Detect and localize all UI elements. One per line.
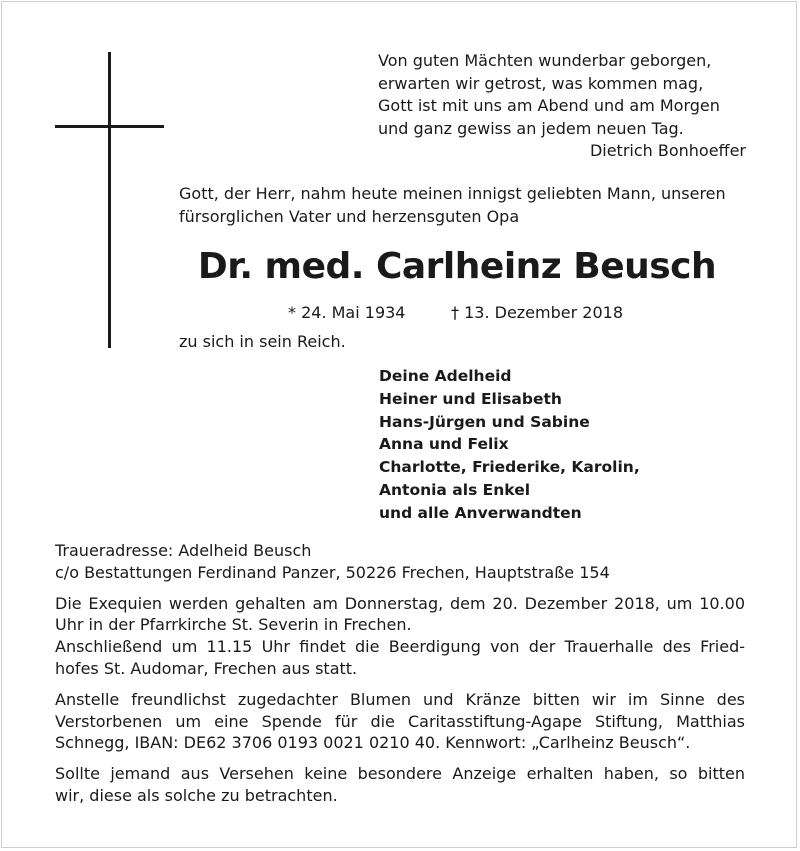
poem-line: Von guten Mächten wunderbar geborgen, (378, 51, 712, 70)
death-date: † 13. Dezember 2018 (451, 303, 623, 322)
poem-author: Dietrich Bonhoeffer (589, 141, 746, 160)
notice-line: wir, diese als solche zu betrachten. (55, 785, 338, 805)
family-member: Anna und Felix (379, 435, 509, 454)
intro-line: Gott, der Herr, nahm heute meinen innigst geliebten Mann, unseren (179, 184, 726, 203)
notice-info (55, 763, 745, 807)
family-member: Deine Adelheid (379, 367, 512, 385)
deceased-name: Dr. med. Carlheinz Beusch (197, 246, 717, 287)
address-line: Traueradresse: Adelheid Beusch (55, 541, 312, 560)
address-line: c/o Bestattungen Ferdinand Panzer, 50226 Frechen, Hauptstraße 154 (55, 562, 610, 582)
cross-icon-horizontal (55, 125, 164, 128)
notice-line: Sollte jemand aus Versehen keine besondere Anzeige erhalten haben, so bitten (55, 764, 745, 784)
family-list (379, 365, 640, 525)
donation-line: Verstorbenen um eine Spende für die Caritasstiftung-Agape Stiftung, Matthias (55, 711, 745, 731)
family-member: Antonia als Enkel (379, 480, 531, 499)
poem-line: erwarten wir getrost, was kommen mag, (378, 73, 704, 93)
service-line: Anschließend um 11.15 Uhr findet die Beerdigung von der Trauerhalle des Fried- (55, 637, 745, 657)
family-member: Heiner und Elisabeth (379, 389, 562, 408)
intro-line: fürsorglichen Vater und herzensguten Opa (179, 206, 520, 226)
donation-line: Schnegg, IBAN: DE62 3706 0193 0021 0210 40. Kennwort: „Carlheinz Beusch“. (55, 733, 691, 753)
intro-text (179, 183, 769, 228)
family-member: und alle Anverwandten (379, 503, 582, 522)
family-member: Charlotte, Friederike, Karolin, (379, 458, 640, 477)
service-line: hofes St. Audomar, Frechen aus statt. (55, 658, 358, 678)
cross-icon-vertical (108, 52, 111, 348)
family-member: Hans-Jürgen und Sabine (379, 412, 590, 431)
poem-line: Gott ist mit uns am Abend und am Morgen (378, 96, 720, 115)
closing-text: zu sich in sein Reich. (179, 332, 346, 351)
service-info (55, 593, 745, 680)
details-section (55, 540, 745, 807)
birth-date: * 24. Mai 1934 (288, 303, 406, 322)
donation-info (55, 689, 745, 754)
mourning-address (55, 540, 745, 584)
service-line: Die Exequien werden gehalten am Donnerstag, dem 20. Dezember 2018, um 10.00 (55, 593, 745, 613)
service-line: Uhr in der Pfarrkirche St. Severin in Frechen. (55, 615, 412, 635)
donation-line: Anstelle freundlichst zugedachter Blumen und Kränze bitten wir im Sinne des (55, 689, 745, 709)
poem-line: und ganz gewiss an jedem neuen Tag. (378, 118, 684, 138)
poem-block (378, 50, 778, 163)
